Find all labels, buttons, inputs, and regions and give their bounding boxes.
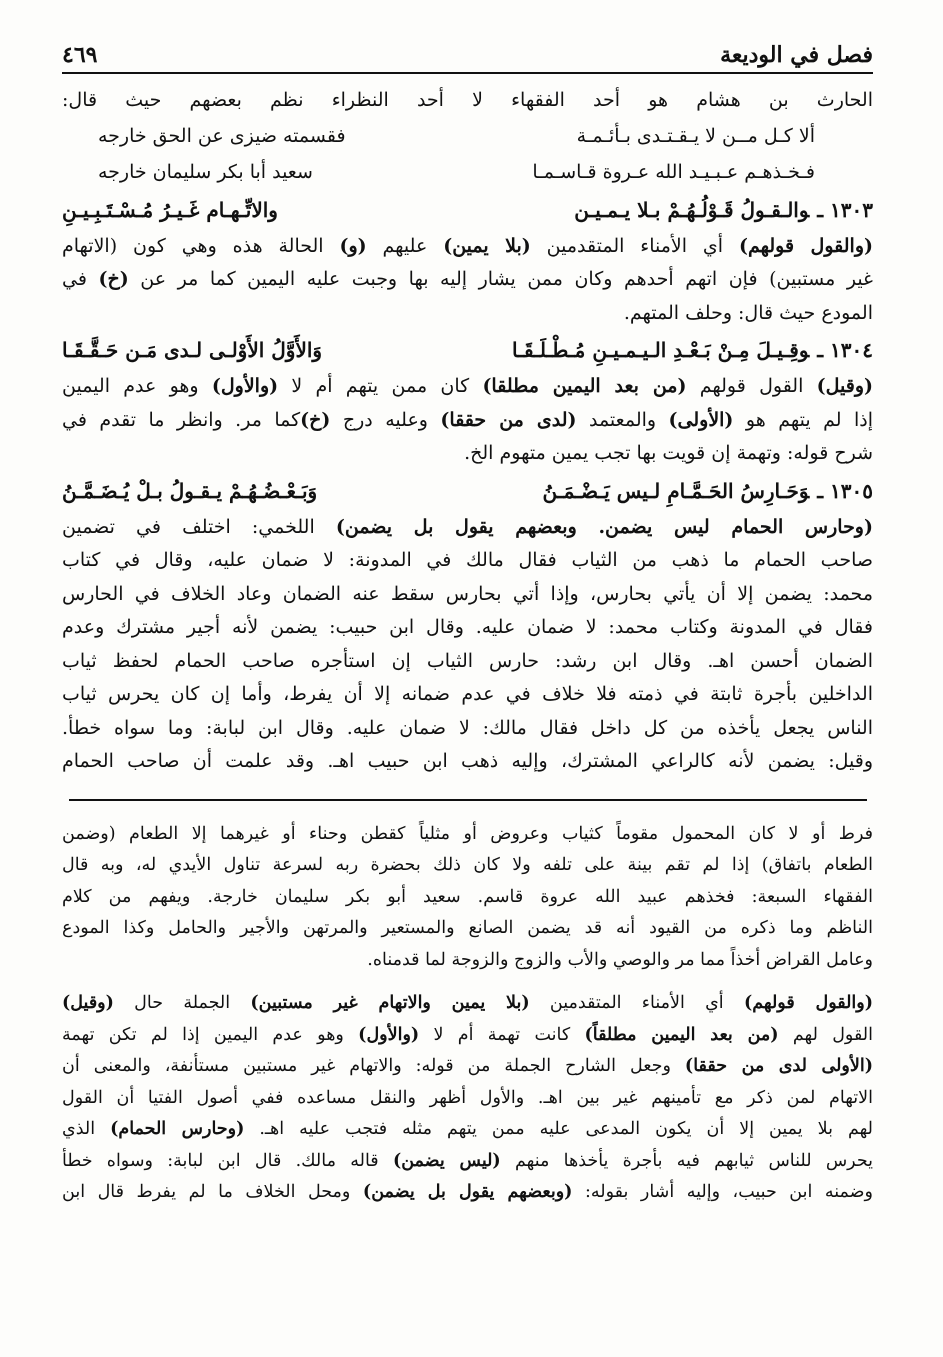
- hemistich-left: وَالأَوَّلُ الأَوْلـى لـدى مَـن حَـقَّـقَـا: [62, 338, 323, 362]
- body-verse-line: [62, 330, 873, 370]
- footnote-text-line: (الأولى لدى من حققا) وجعل الشارح الجملة من قوله: والاتهام غير مستبين مستأنفة، والمعنى أن: [62, 1056, 873, 1076]
- footnote-text-line: (والقول قولهم) أي الأمناء المتقدمين (بلا يمين والاتهام غير مستبين) الجملة حال (وقيل): [62, 993, 873, 1013]
- body-poem-line: [62, 118, 873, 154]
- hemistich-left: فقسمته ضيزى عن الحق خارجه: [98, 124, 346, 147]
- body-text-line: الحارث بن هشام هو أحد الفقهاء لا أحد النظراء نظم بعضهم حيث قال:: [62, 89, 873, 111]
- body-verse-line: [62, 190, 873, 230]
- footnote-text-line: يحرس للناس ثيابهم فيه بأجرة يأخذها منهم (ليس يضمن) قاله مالك. قال ابن لبابة: وسواه خطأ: [62, 1150, 873, 1171]
- body-text-line: المودع حيث قال: وحلف المتهم.: [623, 301, 873, 324]
- body-text-line: الداخلين بأجرة ثابتة في ذمته فلا خلاف في عدم ضمانه إلا أن يفرط، وأما إن كان يحرس ثياب: [62, 683, 873, 705]
- hemistich-left: سعيد أبا بكر سليمان خارجه: [98, 160, 313, 183]
- hemistich-left: وَبَـعْـضُـهُـمْ يـقـولُ بـلْ يُـضَـمَّـنُ: [62, 478, 318, 503]
- body-poem-line: [62, 154, 873, 190]
- body-text-line: (والقول قولهم) أي الأمناء المتقدمين (بلا يمين) عليهم (و) الحالة هذه وهي كون (الاتهام: [62, 234, 873, 257]
- hemistich-left: والاتِّـهـام غَـيـرُ مُـسْـتَـبِـيـنِ: [62, 197, 278, 222]
- footnote-text: [62, 819, 873, 1209]
- chapter-title: فصل في الوديعة: [720, 42, 873, 68]
- main-text: [62, 84, 873, 779]
- footnote-divider: [69, 799, 867, 801]
- body-text-line: غير مستبين) فإن اتهم أحدهم وكان ممن يشار إليه بها وجبت عليه اليمين كما مر عن (خ) في: [62, 268, 873, 290]
- hemistich-right: وَحَـارِسُ الحَـمَّـامِ لـيس يَـضْـمَـنُ: [542, 478, 810, 503]
- hemistich-right: وقِـيـلَ مِـنْ بَـعْـدِ الـيـمـيـنِ مُـطْـلَـقَـا: [511, 338, 810, 362]
- body-text-line: (وحارس الحمام ليس يضمن. وبعضهم يقول بل يضمن) اللخمي: اختلف في تضمين: [62, 515, 873, 538]
- footnote-text-line: لهم بلا يمين إلا أن يكون المدعى عليه ممن يتهم مثله فتجب عليه اهـ. (وحارس الحمام) الذي: [62, 1119, 873, 1139]
- body-verse-line: [62, 471, 873, 511]
- page-number: ٤٦٩: [62, 42, 98, 68]
- verse-number: ١٣٠٣ ـ: [817, 197, 873, 222]
- hemistich-right: والـقـولُ قَـوْلُـهُـمْ بـلا يـمـيـن: [574, 197, 810, 222]
- body-text-line: محمد: يضمن إلا أن يأتي بحارس، وإذا أتي بحارس سقط عنه الضمان وعاد الخلاف في الحارس: [62, 582, 873, 605]
- footnote-text-line: الفقهاء السبعة: فخذهم عبيد الله عروة قاسم. سعيد أبو بكر سليمان خارجة. ويفهم من كلام: [62, 886, 873, 907]
- body-text-line: شرح قوله: وتهمة إن قويت بها تجب يمين متهوم الخ.: [464, 442, 873, 464]
- hemistich-right: ألا كـل مــن لا يـقـتـدى بـأئـمـة: [576, 124, 815, 147]
- footnote-text-line: الاتهام لمن ذكر مع تأمينهم غير بين اهـ. والأول أظهر والنقل مساعده ففي أصول الفتيا أن القول: [62, 1087, 873, 1108]
- body-text-line: الضمان أحسن اهـ. وقال ابن رشد: حارس الثياب إن استأجره صاحب الحمام لحفظ ثياب: [62, 649, 873, 672]
- body-text-line: صاحب الحمام ما ذهب من الثياب فقال مالك في المدونة: لا ضمان عليه، وقال في كتاب: [62, 549, 873, 571]
- body-text-line: وقيل: يضمن لأنه كالراعي المشترك، وإليه ذهب ابن حبيب اهـ. وقد علمت أن صاحب الحمام: [62, 750, 873, 772]
- verse-number: ١٣٠٥ ـ: [817, 478, 873, 503]
- verse-number: ١٣٠٤ ـ: [817, 338, 873, 362]
- footnote-text-line: الطعام باتفاق) إذا لم تقم بينة على تلفه ولا كان ذلك بحضرة ربه لسرعة تناول الأيدي له، وبه قال: [62, 855, 873, 875]
- body-text-line: إذا لم يتهم هو (الأولى) والمعتمد (لدى من حققا) وعليه درج (خ)كما مر. وانظر ما تقدم في: [62, 408, 873, 431]
- footnote-text-line: وعامل القراض أخذاً مما مر والوصي والأب والزوج والزوجة لما قدمناه.: [367, 949, 873, 970]
- hemistich-right: فـخـذهـم عـبـيـد الله عـروة قـاسـمـا: [532, 160, 815, 183]
- footnote-text-line: فرط أو لا كان المحمول مقوماً كثياب وعروض أو مثلياً كقطن وحناء أو غيرهما إلا الطعام (وضمن: [62, 823, 873, 844]
- footnote-text-line: القول لهم (من بعد اليمين مطلقاً) كانت تهمة أم لا (والأول) وهو عدم اليمين إذا لم تكن تهمة: [62, 1024, 873, 1045]
- footnote-text-line: الناظم وما ذكره من القيود أنه قد يضمن الصانع والمستعير والمرتهن والأجير والحامل وكذا المودع: [62, 918, 873, 938]
- body-text-line: فقال في المدونة وكتاب محمد: لا ضمان عليه. وقال ابن حبيب: يضمن لأنه أجير مشترك وعدم: [62, 616, 873, 638]
- body-text-line: الناس يجعل يأخذه من كل داخل فقال مالك: لا ضمان عليه. وقال ابن لبابة: وما سواه خطأ.: [62, 716, 873, 739]
- body-text-line: (وقيل) القول قولهم (من بعد اليمين مطلقا) كان ممن يتهم أم لا (والأول) وهو عدم اليمين: [62, 375, 873, 397]
- footnote-text-line: وضمنه ابن حبيب، وإليه أشار بقوله: (وبعضهم يقول بل يضمن) ومحل الخلاف ما لم يفرط قال ابن: [62, 1182, 873, 1202]
- footnote-paragraph-gap: [62, 976, 873, 988]
- page-header: [62, 28, 873, 74]
